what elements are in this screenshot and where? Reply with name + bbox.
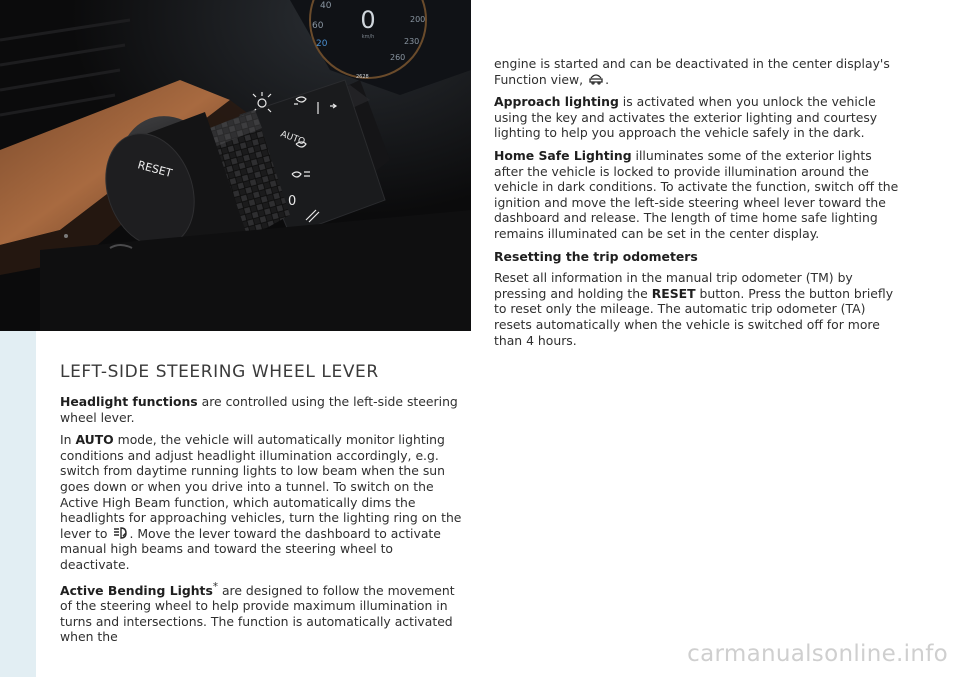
scale-20: 20: [316, 39, 328, 49]
speed-unit: km/h: [361, 34, 375, 40]
scale-40: 40: [320, 1, 332, 11]
text-function-view: engine is started and can be deactivated in the center display's Function view,: [494, 56, 890, 87]
paragraph-auto-mode: [60, 432, 466, 572]
active-high-beam-icon: [113, 527, 127, 539]
text-approach-lighting: is activated when you unlock the vehicle using the key and activates the exterior lighting and courtesy lighting to help you approach the vehicle safely in the dark.: [494, 94, 878, 141]
ring-label-auto: AUTO: [278, 129, 307, 148]
paragraph-active-bending: [60, 580, 466, 646]
optional-marker: *: [212, 580, 218, 593]
paragraph-headlight-functions: [60, 394, 466, 425]
paragraph-home-safe: [494, 148, 902, 242]
text-active-bending: are designed to follow the movement of the steering wheel to help provide maximum illumination in turns and intersections. The function is automatically activated when the: [60, 582, 455, 645]
paragraph-function-view: [494, 56, 902, 87]
term-home-safe: Home Safe Lighting: [494, 147, 632, 163]
text-column-right: [494, 56, 902, 355]
section-heading: LEFT-SIDE STEERING WHEEL LEVER: [60, 362, 379, 382]
watermark: carmanualsonline.info: [687, 641, 948, 667]
text-auto-mode: mode, the vehicle will automatically monitor lighting conditions and adjust headlight illumination accordingly, e.g. switch from daytime running lights to low beam when the sun goes down or when you drive into a tunnel. To switch on the Active High Beam function, which automatically dims the headlights for approaching vehicles, turn the lighting ring on the lever to: [60, 432, 462, 541]
paragraph-approach-lighting: [494, 94, 902, 141]
text-reset: button. Press the button briefly to reset only the mileage. The automatic trip odometer (TA) resets automatically when the vehicle is switched off for more than 4 hours.: [494, 285, 894, 348]
term-headlight-functions: Headlight functions: [60, 394, 198, 409]
scale-230: 230: [404, 37, 420, 46]
car-settings-icon: [589, 73, 603, 85]
reset-button-label: RESET: [136, 158, 174, 181]
lever-photo: [0, 0, 471, 331]
text-auto-pre: In: [60, 432, 76, 448]
text-auto-after: . Move the lever toward the dashboard to activate manual high beams and toward the steering wheel to deactivate.: [60, 525, 441, 572]
term-reset: RESET: [651, 285, 696, 301]
term-auto: AUTO: [75, 432, 114, 448]
speed-readout: 0: [360, 6, 376, 34]
odometer: 2628: [356, 74, 369, 80]
scale-260: 260: [390, 53, 406, 62]
text-column-left: [60, 394, 466, 652]
text-headlight-functions: are controlled using the left-side steering wheel lever.: [60, 394, 458, 425]
text-home-safe: illuminates some of the exterior lights after the vehicle is locked to provide illumination around the vehicle in dark conditions. To activate the function, switch off the ignition and move the left-side steering wheel lever toward the dashboard and release. The length of time home safe lighting remains illuminated can be set in the center display.: [494, 147, 899, 241]
lever-illustration: [0, 0, 471, 331]
scale-60: 60: [312, 21, 324, 31]
paragraph-reset: [494, 270, 902, 348]
term-approach-lighting: Approach lighting: [494, 94, 619, 110]
scale-200: 200: [410, 15, 426, 24]
ring-label-zero: 0: [288, 194, 297, 209]
subheading-trip-odometers: Resetting the trip odometers: [494, 248, 698, 264]
text-function-view-after: .: [605, 71, 610, 87]
text-reset-pre: Reset all information in the manual trip odometer (TM) by pressing and holding the: [494, 270, 853, 301]
term-active-bending: Active Bending Lights: [60, 582, 213, 598]
